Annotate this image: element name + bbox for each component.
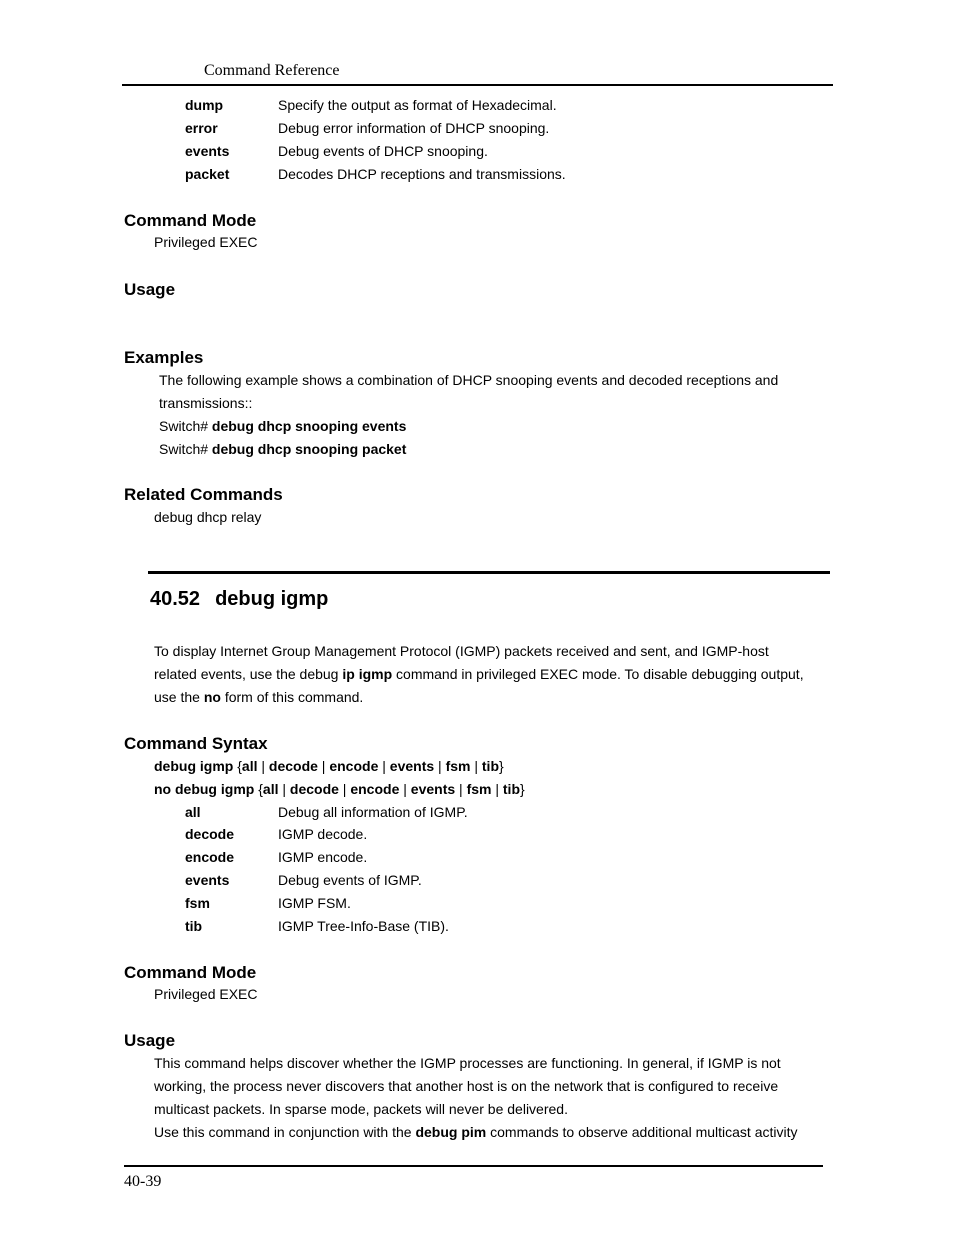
syntax-option: all: [241, 758, 258, 774]
intro-part: command in privileged EXEC mode. To disable debugging output,: [392, 666, 804, 682]
param-desc: Debug events of DHCP snooping.: [278, 143, 488, 159]
prompt: Switch#: [159, 441, 209, 457]
syntax-option: tib: [502, 781, 520, 797]
usage-text: [154, 1124, 798, 1140]
page-number: 40-39: [124, 1173, 162, 1190]
syntax-command: no debug igmp: [154, 781, 255, 797]
command-text: debug dhcp snooping packet: [211, 441, 407, 457]
param-desc: IGMP Tree-Info-Base (TIB).: [278, 918, 449, 934]
intro-text: [154, 666, 804, 682]
syntax-brace: {: [233, 758, 242, 774]
syntax-line: [154, 758, 504, 774]
footer-rule: [124, 1165, 823, 1167]
usage-keyword: debug pim: [415, 1124, 487, 1140]
param-name: encode: [185, 849, 235, 865]
related-command-value: debug dhcp relay: [154, 509, 262, 525]
usage-text: working, the process never discovers that another host is on the network that is configured to receive: [154, 1078, 779, 1094]
running-header: Command Reference: [204, 62, 340, 79]
param-name: fsm: [185, 895, 210, 911]
param-desc: Debug events of IGMP.: [278, 872, 422, 888]
syntax-option: decode: [268, 758, 318, 774]
syntax-sep: |: [455, 781, 467, 797]
intro-part: use the: [154, 689, 204, 705]
intro-text: To display Internet Group Management Protocol (IGMP) packets received and sent, and IGMP-host: [154, 643, 769, 659]
param-desc: Decodes DHCP receptions and transmissions.: [278, 166, 566, 182]
syntax-sep: |: [378, 758, 390, 774]
command-mode-heading: Command Mode: [124, 963, 257, 982]
param-name: events: [185, 143, 230, 159]
param-name: all: [185, 804, 201, 820]
example-command: [159, 418, 406, 434]
section-name: debug igmp: [215, 588, 329, 610]
syntax-option: fsm: [466, 781, 492, 797]
param-desc: IGMP decode.: [278, 826, 368, 842]
param-name: decode: [185, 826, 235, 842]
section-number: 40.52: [150, 588, 201, 610]
syntax-sep: |: [317, 758, 330, 774]
usage-text: This command helps discover whether the IGMP processes are functioning. In general, if IGMP is not: [154, 1055, 781, 1071]
usage-part: Use this command in conjunction with the: [154, 1124, 416, 1140]
param-name: tib: [185, 918, 203, 934]
command-syntax-heading: Command Syntax: [124, 734, 268, 753]
param-desc: Specify the output as format of Hexadecimal.: [278, 97, 557, 113]
example-command: [159, 441, 406, 457]
syntax-brace: }: [499, 758, 504, 774]
prompt: Switch#: [159, 418, 209, 434]
syntax-sep: |: [434, 758, 446, 774]
param-name: events: [185, 872, 230, 888]
usage-part: commands to observe additional multicast activity: [486, 1124, 798, 1140]
command-mode-value: Privileged EXEC: [154, 234, 258, 250]
syntax-sep: |: [399, 781, 411, 797]
syntax-option: all: [262, 781, 279, 797]
syntax-brace: }: [520, 781, 525, 797]
param-desc: Debug all information of IGMP.: [278, 804, 468, 820]
syntax-sep: |: [257, 758, 269, 774]
command-mode-value: Privileged EXEC: [154, 986, 258, 1002]
param-desc: Debug error information of DHCP snooping.: [278, 120, 550, 136]
usage-heading: Usage: [124, 1031, 176, 1050]
syntax-sep: |: [338, 781, 351, 797]
syntax-sep: |: [470, 758, 482, 774]
intro-part: form of this command.: [220, 689, 364, 705]
command-mode-heading: Command Mode: [124, 211, 257, 230]
param-name: dump: [185, 97, 224, 113]
example-text: transmissions::: [159, 395, 253, 411]
section-rule: [148, 571, 830, 574]
param-desc: IGMP FSM.: [278, 895, 351, 911]
intro-part: related events, use the debug: [154, 666, 343, 682]
usage-text: multicast packets. In sparse mode, packets will never be delivered.: [154, 1101, 568, 1117]
syntax-option: decode: [289, 781, 339, 797]
syntax-command: debug igmp: [154, 758, 234, 774]
syntax-option: events: [410, 781, 456, 797]
syntax-brace: {: [254, 781, 263, 797]
syntax-option: events: [389, 758, 435, 774]
syntax-option: tib: [481, 758, 499, 774]
header-rule: [122, 84, 833, 86]
section-title: [150, 588, 328, 611]
intro-keyword: ip igmp: [342, 666, 393, 682]
command-text: debug dhcp snooping events: [211, 418, 407, 434]
syntax-line: [154, 781, 525, 797]
syntax-option: encode: [350, 781, 400, 797]
syntax-option: encode: [329, 758, 379, 774]
examples-heading: Examples: [124, 348, 204, 367]
example-text: The following example shows a combination of DHCP snooping events and decoded receptions and: [159, 372, 779, 388]
usage-heading: Usage: [124, 280, 176, 299]
syntax-sep: |: [491, 781, 503, 797]
intro-keyword: no: [203, 689, 221, 705]
syntax-option: fsm: [445, 758, 471, 774]
intro-text: [154, 689, 363, 705]
related-commands-heading: Related Commands: [124, 485, 283, 504]
param-name: packet: [185, 166, 230, 182]
syntax-sep: |: [278, 781, 290, 797]
param-name: error: [185, 120, 218, 136]
param-desc: IGMP encode.: [278, 849, 368, 865]
